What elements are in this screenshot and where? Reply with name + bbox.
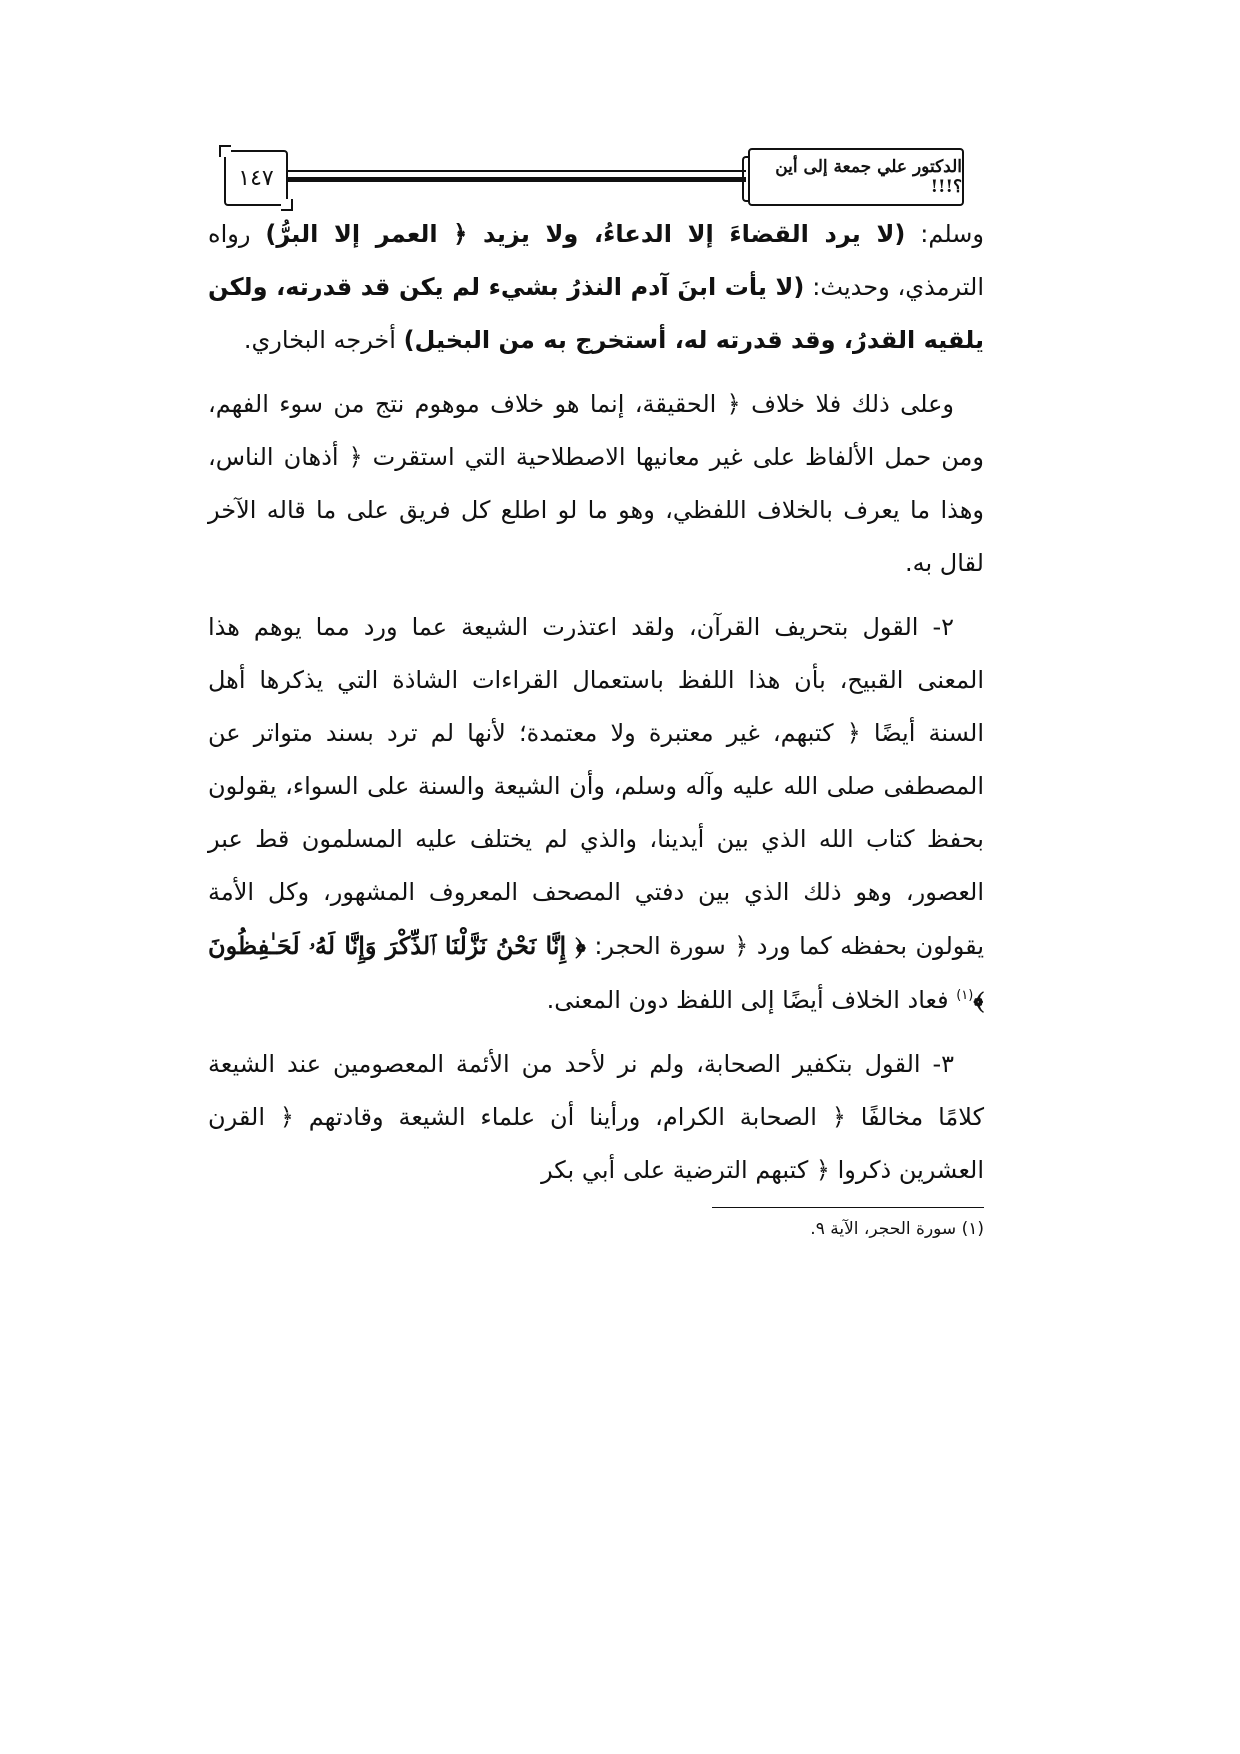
footnote: (١) سورة الحجر، الآية ٩. (810, 1219, 984, 1239)
header-rule (288, 170, 746, 172)
page-header (224, 146, 964, 206)
text-run: وسلم: (905, 220, 984, 248)
quran-verse: ﴿ إِنَّا نَحْنُ نَزَّلْنَا ٱلذِّكْرَ وَإِنَّا لَهُۥ لَحَـٰفِظُونَ ﴾ (208, 931, 984, 1014)
running-title: الدكتور علي جمعة إلى أين ؟!!! (748, 148, 964, 206)
footnote-ref[interactable]: (١) (956, 988, 974, 1003)
text-run: أخرجه البخاري. (243, 326, 404, 354)
hadith-quote: (لا يرد القضاءَ إلا الدعاءُ، ولا يزيد ﴿ العمر إلا البرُّ) (265, 220, 906, 248)
main-text (208, 208, 984, 1208)
text-run: فعاد الخلاف أيضًا إلى اللفظ دون المعنى. (546, 986, 957, 1014)
hadith-quote: (لا يأت ابنَ آدم النذرُ بشيء لم يكن قد قدرته، ولكن يلقيه القدرُ، وقد قدرته له، أستخرج به من البخيل) (208, 273, 984, 354)
header-rule-thick (288, 177, 746, 182)
paragraph-3 (208, 601, 984, 1027)
text-run: رواه الترمذي، وحديث: (208, 220, 984, 301)
text-run: ٢- القول بتحريف القرآن، ولقد اعتذرت الشيعة عما ورد مما يوهم هذا المعنى القبيح، بأن هذا اللفظ باستعمال القراءات الشاذة التي يذكرها أهل السنة أيضًا ﴿ كتبهم، غير معتبرة ولا معتمدة؛ لأنها لم ترد بسند متواتر عن المصطفى صلى الله عليه وآله وسلم، وأن الشيعة والسنة على السواء، يقولون بحفظ كتاب الله الذي بين أيدينا، والذي لم يختلف عليه المسلمون قط عبر العصور، وهو ذلك الذي بين دفتي المصحف المعروف المشهور، وكل الأمة يقولون بحفظه كما ورد ﴿ سورة الحجر: (208, 613, 984, 960)
footnote-separator (712, 1207, 984, 1208)
page-number: ١٤٧ (224, 150, 288, 206)
paragraph-2: وعلى ذلك فلا خلاف ﴿ الحقيقة، إنما هو خلاف موهوم نتج من سوء الفهم، ومن حمل الألفاظ على غير معانيها الاصطلاحية التي استقرت ﴿ أذهان الناس، وهذا ما يعرف بالخلاف اللفظي، وهو ما لو اطلع كل فريق على ما قاله الآخر لقال به. (208, 390, 984, 577)
paragraph-4: ٣- القول بتكفير الصحابة، ولم نر لأحد من الأئمة المعصومين عند الشيعة كلامًا مخالفًا ﴿ الصحابة الكرام، ورأينا أن علماء الشيعة وقادتهم ﴿ القرن العشرين ذكروا ﴿ كتبهم الترضية على أبي بكر (208, 1050, 984, 1184)
paragraph-1 (208, 208, 984, 367)
